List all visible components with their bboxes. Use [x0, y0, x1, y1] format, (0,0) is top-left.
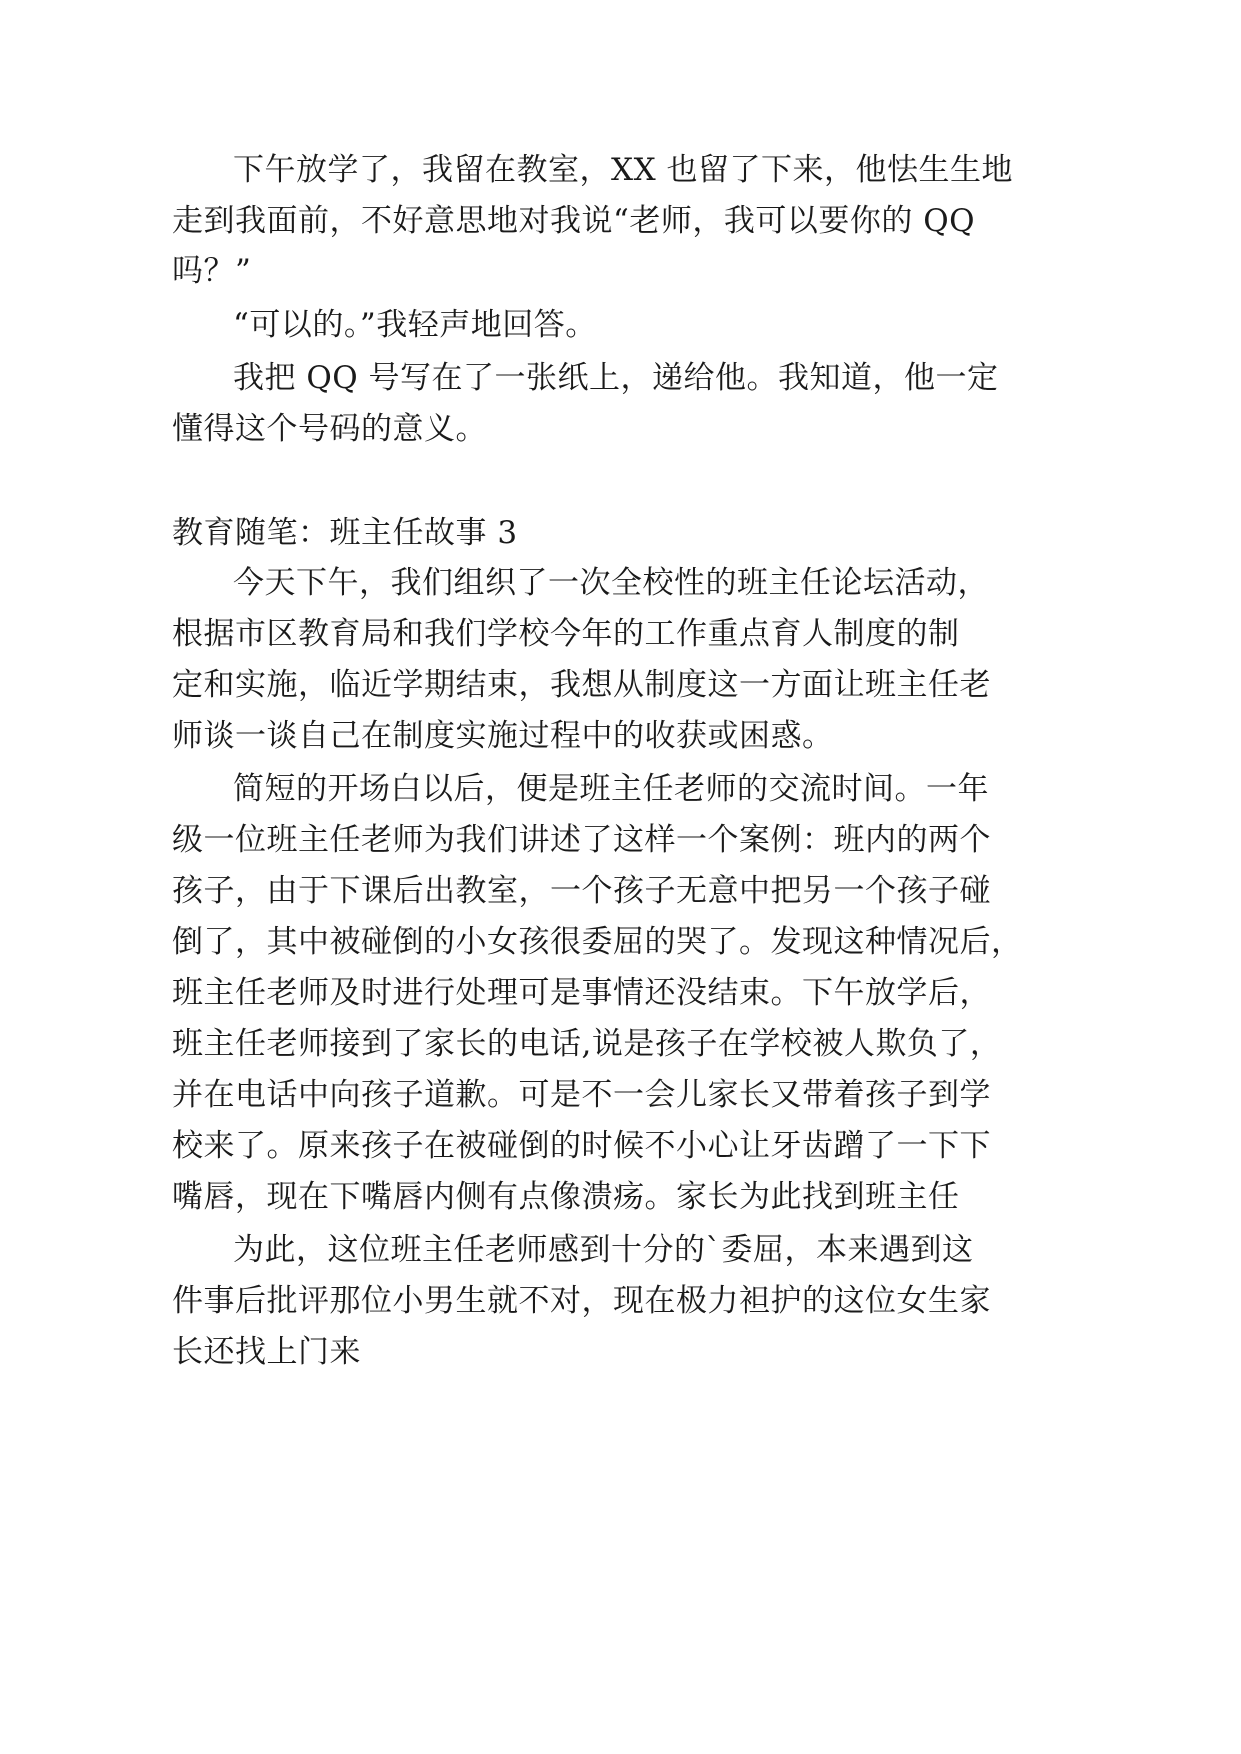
- paragraph-line: 今天下午，我们组织了一次全校性的班主任论坛活动，: [233, 565, 989, 601]
- paragraph-line: 倒了，其中被碰倒的小女孩很委屈的哭了。发现这种情况后，: [172, 924, 1023, 960]
- paragraph-line: 嘴唇，现在下嘴唇内侧有点像溃疡。家长为此找到班主任: [172, 1179, 960, 1215]
- paragraph-line: “可以的。”我轻声地回答。: [233, 307, 597, 343]
- paragraph-line: 校来了。原来孩子在被碰倒的时候不小心让牙齿蹭了一下下: [172, 1128, 991, 1164]
- paragraph-line: 吗？”: [172, 253, 252, 289]
- paragraph-line: 件事后批评那位小男生就不对，现在极力袒护的这位女生家: [172, 1283, 991, 1319]
- paragraph-line: 孩子，由于下课后出教室，一个孩子无意中把另一个孩子碰: [172, 873, 991, 909]
- paragraph-line: 并在电话中向孩子道歉。可是不一会儿家长又带着孩子到学: [172, 1077, 991, 1113]
- section-title: 教育随笔：班主任故事 3: [172, 515, 518, 551]
- paragraph-line: 为此，这位班主任老师感到十分的`委屈，本来遇到这: [233, 1232, 974, 1268]
- paragraph-line: 简短的开场白以后，便是班主任老师的交流时间。一年: [233, 771, 989, 807]
- paragraph-line: 下午放学了，我留在教室，XX 也留了下来，他怯生生地: [233, 152, 1013, 188]
- paragraph-line: 级一位班主任老师为我们讲述了这样一个案例：班内的两个: [172, 822, 991, 858]
- paragraph-line: 师谈一谈自己在制度实施过程中的收获或困惑。: [172, 718, 834, 754]
- paragraph-line: 走到我面前，不好意思地对我说“老师，我可以要你的 QQ: [172, 203, 976, 239]
- paragraph-line: 长还找上门来: [172, 1334, 361, 1370]
- paragraph-line: 懂得这个号码的意义。: [172, 411, 487, 447]
- paragraph-line: 根据市区教育局和我们学校今年的工作重点育人制度的制: [172, 616, 960, 652]
- paragraph-line: 定和实施，临近学期结束，我想从制度这一方面让班主任老: [172, 667, 991, 703]
- paragraph-line: 我把 QQ 号写在了一张纸上，递给他。我知道，他一定: [233, 360, 999, 396]
- paragraph-line: 班主任老师及时进行处理可是事情还没结束。下午放学后，: [172, 975, 991, 1011]
- paragraph-line: 班主任老师接到了家长的电话,说是孩子在学校被人欺负了，: [172, 1026, 1002, 1062]
